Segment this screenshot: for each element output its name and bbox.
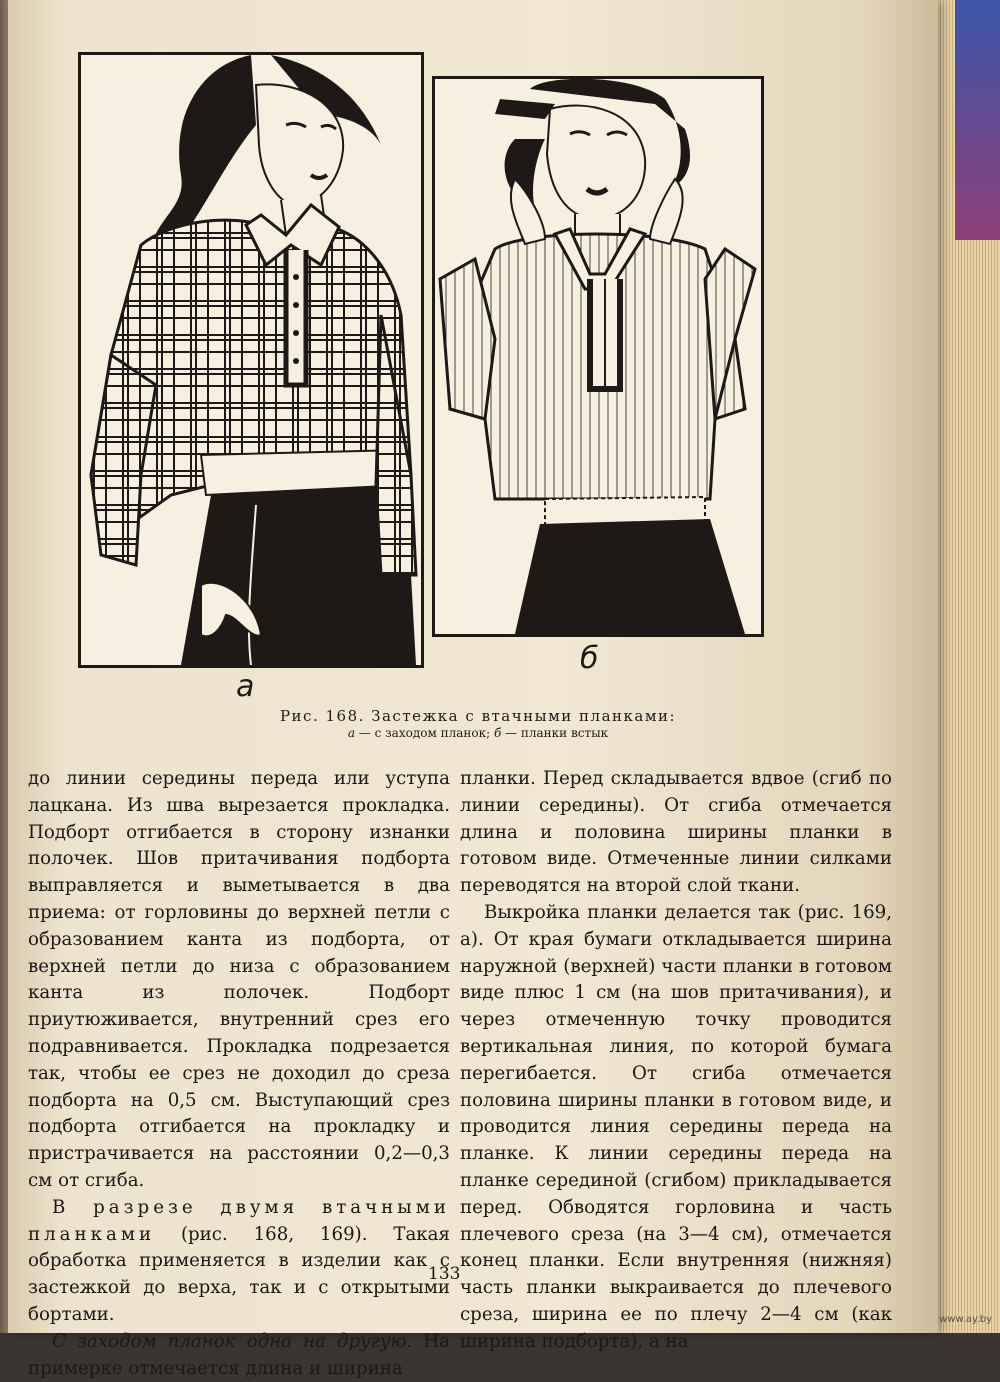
- figure-label-a: а: [236, 669, 255, 704]
- paragraph-text: (рис. 168, 169). Такая обработка применяется в изделии как с застежкой до верха, так и с открытыми бортами.: [28, 1223, 450, 1325]
- blouse-striped-drawing: [435, 79, 761, 634]
- paragraph-placket: планки. Перед складывается вдвое (сгиб по линии середины). От сгиба отмечается длина и половина ширины планки в готовом виде. Отмеченные линии силками переводятся на второй слой ткани.: [460, 768, 892, 897]
- figure-label-b: б: [580, 641, 599, 676]
- paragraph-text: На примерке отмечается длина и ширина: [28, 1330, 450, 1379]
- caption-letter-a: а: [347, 726, 355, 740]
- caption-text-a: — с заходом планок;: [354, 726, 494, 740]
- watermark: www.ay.by: [939, 1314, 992, 1325]
- book-cover-corner: [955, 0, 1000, 240]
- book-page: [8, 0, 938, 1379]
- text-column-left: [28, 766, 450, 1382]
- illustration-b: [432, 76, 764, 637]
- paragraph-pattern: Выкройка планки делается так (рис. 169, а). От края бумаги откладывается ширина наружной (верхней) части планки в готовом виде плюс 1 см (на шов притачивания), и через отмеченную точку проводится вертикальная линия, по которой бумага перегибается. От сгиба отмечается половина ширины планки в готовом виде, и проводится линия середины переда на планке. К линии середины переда на планке серединой (сгибом) прикладывается перед. Обводятся горловина и часть плечевого среза (на 3—4 см), отмечается конец планки. Если внутренняя (нижняя) часть планки выкраивается до плечевого среза, ширина ее по плечу 2—4 см (как ширина подборта), а на: [460, 901, 892, 1352]
- spaced-heading-text: В разрезе двумя втачными планками: [28, 1196, 450, 1245]
- figure-caption-title: Рис. 168. Застежка с втачными планками:: [279, 707, 677, 725]
- blouse-plaid-drawing: [81, 55, 421, 665]
- paragraph-overlap: [28, 1329, 450, 1382]
- illustration-a: [78, 52, 424, 668]
- text-column-right: [460, 766, 892, 1356]
- caption-letter-b: б: [493, 726, 502, 740]
- paragraph-continued: до линии середины переда или уступа лацкана. Из шва вырезается прокладка. Подборт отгибается в сторону изнанки полочек. Шов притачивания подборта выправляется и выметывается в два приема: от горловины до верхней петли с образованием канта из подборта, от верхней петли до низа с образованием канта из полочек. Подборт приутюживается, внутренний срез его подравнивается. Прокладка подрезается так, чтобы ее срез не доходил до среза подборта на 0,5 см. Выступающий срез подборта отгибается на прокладку и пристрачивается на расстоянии 0,2—0,3 см от сгиба.: [28, 768, 450, 1191]
- paragraph-two-plackets: [28, 1195, 450, 1329]
- caption-text-b: — планки встык: [501, 726, 609, 740]
- page-number: 133: [428, 1264, 461, 1284]
- figure-caption-subtitle: [8, 726, 948, 740]
- italic-heading-text: С заходом планок одна на другую.: [52, 1330, 413, 1352]
